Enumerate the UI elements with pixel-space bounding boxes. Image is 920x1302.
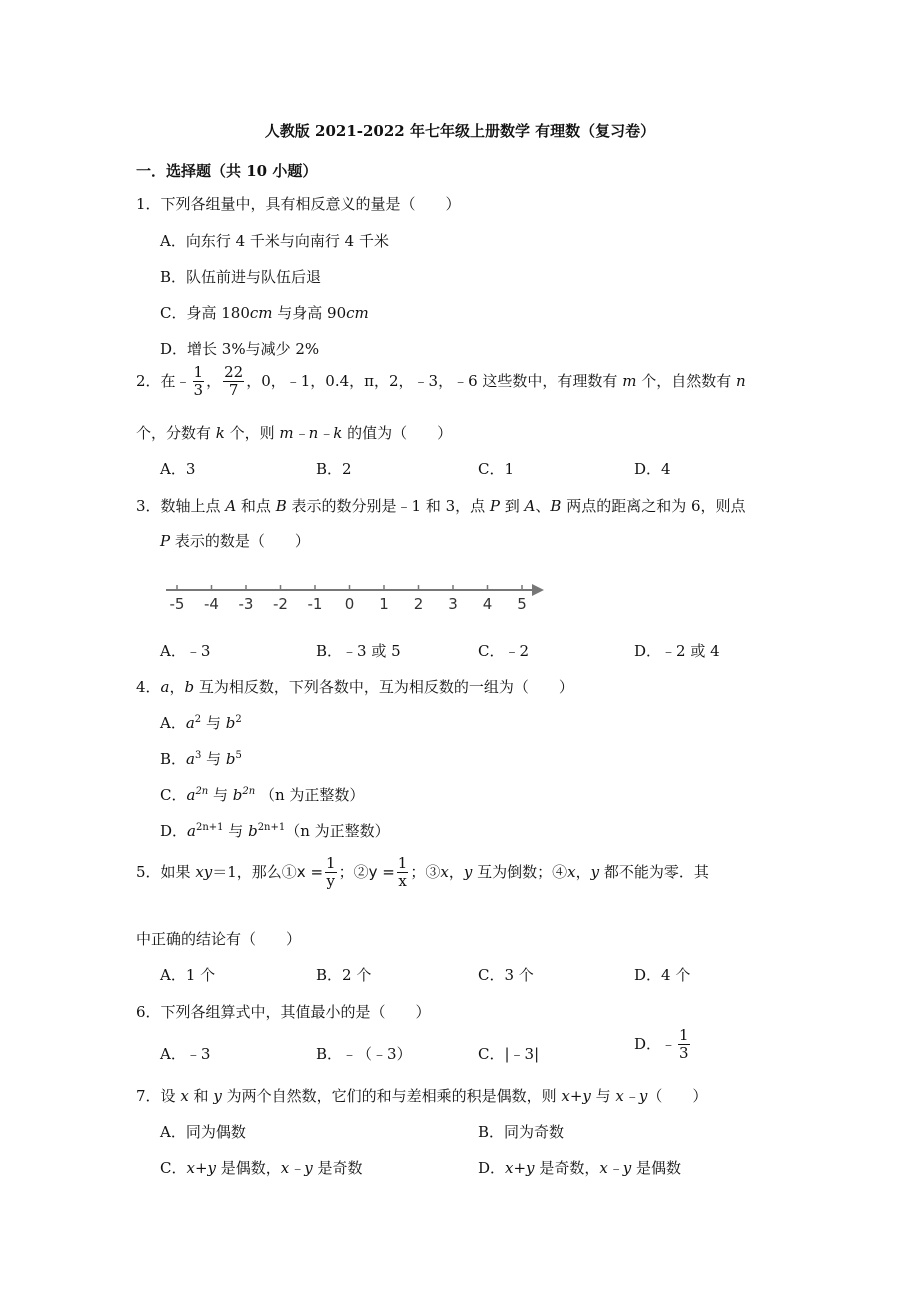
question-2-stem-line-1: 2．在﹣ $\frac{1}{3}$ ， $\frac{22}{7}$ ，0，﹣1，0.4，π，2，﹣3，﹣6 这些数中，有理数有 m 个，自然数有 n — [136, 363, 746, 400]
question-3-option-b: B．﹣3 或 5 — [316, 642, 401, 660]
question-5-option-d: D．4 个 — [634, 966, 691, 984]
question-6-option-d: D．﹣ $\frac{1}{3}$ — [634, 1026, 689, 1063]
question-1-option-a: A．向东行 4 千米与向南行 4 千米 — [160, 232, 389, 250]
number-line-label: -1 — [307, 595, 323, 613]
number-line-arrow-icon — [532, 584, 544, 596]
question-4-option-d: D．$a^{2n+1}$ 与 $b^{2n+1}(n$ 为正整数） — [160, 822, 390, 840]
question-5-option-a: A．1 个 — [160, 966, 216, 984]
question-2-stem-line-2: 个，分数有 k 个，则 m﹣n﹣k 的值为（ ） — [136, 424, 453, 442]
number-line-label: 3 — [448, 595, 458, 613]
question-1-option-b: B．队伍前进与队伍后退 — [160, 268, 322, 286]
fraction-twenty-two-sevenths: $\frac{22}{7}$ — [224, 363, 244, 400]
question-4-option-a: A．$a^2$ 与 $b^2$ — [160, 714, 242, 732]
fraction-one-over-x: $\frac{1}{x}$ — [397, 854, 408, 891]
question-6-option-a: A．﹣3 — [160, 1045, 211, 1063]
question-3-stem-line-1: 3．数轴上点 A 和点 B 表示的数分别是﹣1 和 3，点 P 到 A、B 两点的距离之和为 6，则点 — [136, 497, 746, 515]
question-6-option-b: B．﹣（﹣3） — [316, 1045, 412, 1063]
question-5-stem-line-1: 5．如果 xy＝1，那么①x = $\frac{1}{y}$ ；②y = $\frac{1}{x}$ ；③x，y 互为倒数；④x，y 都不能为零．其 — [136, 854, 709, 891]
question-2-option-c: C．1 — [478, 460, 515, 478]
number-line-label: 2 — [413, 595, 424, 613]
question-7-option-b: B．同为奇数 — [478, 1123, 565, 1141]
question-7-option-a: A．同为偶数 — [160, 1123, 246, 1141]
question-4-option-b: B．$a^3$ 与 $b^5$ — [160, 750, 242, 768]
question-6-stem: 6．下列各组算式中，其值最小的是（ ） — [136, 1003, 431, 1021]
fraction-one-third: $\frac{1}{3}$ — [193, 363, 204, 400]
question-5-option-c: C．3 个 — [478, 966, 534, 984]
question-3-option-a: A．﹣3 — [160, 642, 211, 660]
question-7-option-d: D．x+y 是奇数，x﹣y 是偶数 — [478, 1159, 682, 1177]
question-6-option-c: C．|﹣3| — [478, 1045, 540, 1063]
number-line-label: 4 — [482, 595, 493, 613]
question-4-option-c: C．$a^{2n}$ 与 $b^{2n}$ （n 为正整数） — [160, 786, 365, 804]
question-4-stem: 4．a，b 互为相反数，下列各数中，互为相反数的一组为（ ） — [136, 678, 574, 696]
question-3-stem-line-2: P 表示的数是（ ） — [160, 532, 310, 550]
fraction-one-over-y: $\frac{1}{y}$ — [326, 854, 336, 891]
section-heading: 一．选择题（共 10 小题） — [136, 162, 318, 180]
question-1-option-c: C．身高 180cm 与身高 90cm — [160, 304, 369, 322]
question-7-option-c: C．x+y 是偶数，x﹣y 是奇数 — [160, 1159, 363, 1177]
number-line — [158, 578, 558, 618]
question-3-option-d: D．﹣2 或 4 — [634, 642, 720, 660]
number-line-label: 1 — [379, 595, 389, 613]
question-1-stem: 1．下列各组量中，具有相反意义的量是（ ） — [136, 195, 461, 213]
number-line-label: 0 — [344, 595, 355, 613]
question-2-option-b: B．2 — [316, 460, 352, 478]
question-5-option-b: B．2 个 — [316, 966, 372, 984]
fraction-one-third: $\frac{1}{3}$ — [679, 1026, 689, 1063]
question-1-option-d: D．增长 3%与减少 2% — [160, 340, 320, 358]
question-3-option-c: C．﹣2 — [478, 642, 530, 660]
number-line-label: -4 — [204, 595, 219, 613]
number-line-figure — [158, 578, 558, 618]
number-line-label: 5 — [517, 595, 527, 613]
question-2-option-d: D．4 — [634, 460, 671, 478]
page-title: 人教版 2021-2022 年七年级上册数学 有理数（复习卷） — [264, 122, 656, 140]
question-2-option-a: A．3 — [160, 460, 196, 478]
number-line-label: -3 — [238, 595, 254, 613]
number-line-label: -5 — [169, 595, 185, 613]
question-7-stem: 7．设 x 和 y 为两个自然数，它们的和与差相乘的积是偶数，则 x+y 与 x﹣y（ ） — [136, 1087, 708, 1105]
question-5-stem-line-2: 中正确的结论有（ ） — [136, 930, 302, 948]
number-line-label: -2 — [273, 595, 288, 613]
